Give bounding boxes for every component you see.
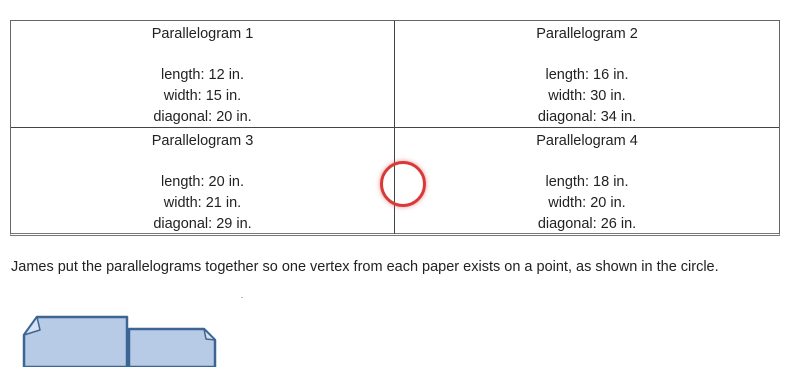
table-cell-parallelogram-3 — [11, 128, 395, 234]
cell-width: width: 20 in. — [548, 195, 626, 212]
table-cell-parallelogram-2 — [395, 21, 779, 128]
cell-title: Parallelogram 1 — [151, 26, 254, 42]
cell-length: length: 20 in. — [160, 174, 245, 191]
cell-diagonal: diagonal: 29 in. — [153, 215, 252, 232]
cell-title: Parallelogram 2 — [536, 26, 638, 42]
cell-length: length: 12 in. — [160, 67, 245, 84]
cell-diagonal: diagonal: 20 in. — [153, 108, 252, 125]
cell-length: length: 16 in. — [545, 67, 629, 84]
vertex-marker-circle — [380, 161, 426, 207]
cell-length: length: 18 in. — [545, 174, 629, 191]
paper-right — [129, 329, 215, 367]
cell-title: Parallelogram 3 — [151, 133, 254, 149]
parallelogram-papers-figure — [0, 300, 230, 367]
table-cell-parallelogram-4 — [395, 128, 779, 234]
cell-width: width: 21 in. — [163, 195, 242, 212]
paper-right-fold — [204, 329, 215, 340]
table-cell-parallelogram-1 — [11, 21, 395, 128]
cell-width: width: 30 in. — [548, 88, 626, 105]
caption-text: James put the parallelograms together so one vertex from each paper exists on a point, as shown in the circle. — [11, 259, 719, 275]
stray-dot — [241, 297, 243, 298]
cell-diagonal: diagonal: 26 in. — [537, 215, 637, 232]
cell-diagonal: diagonal: 34 in. — [537, 108, 637, 125]
cell-title: Parallelogram 4 — [536, 133, 638, 149]
cell-width: width: 15 in. — [163, 88, 242, 105]
